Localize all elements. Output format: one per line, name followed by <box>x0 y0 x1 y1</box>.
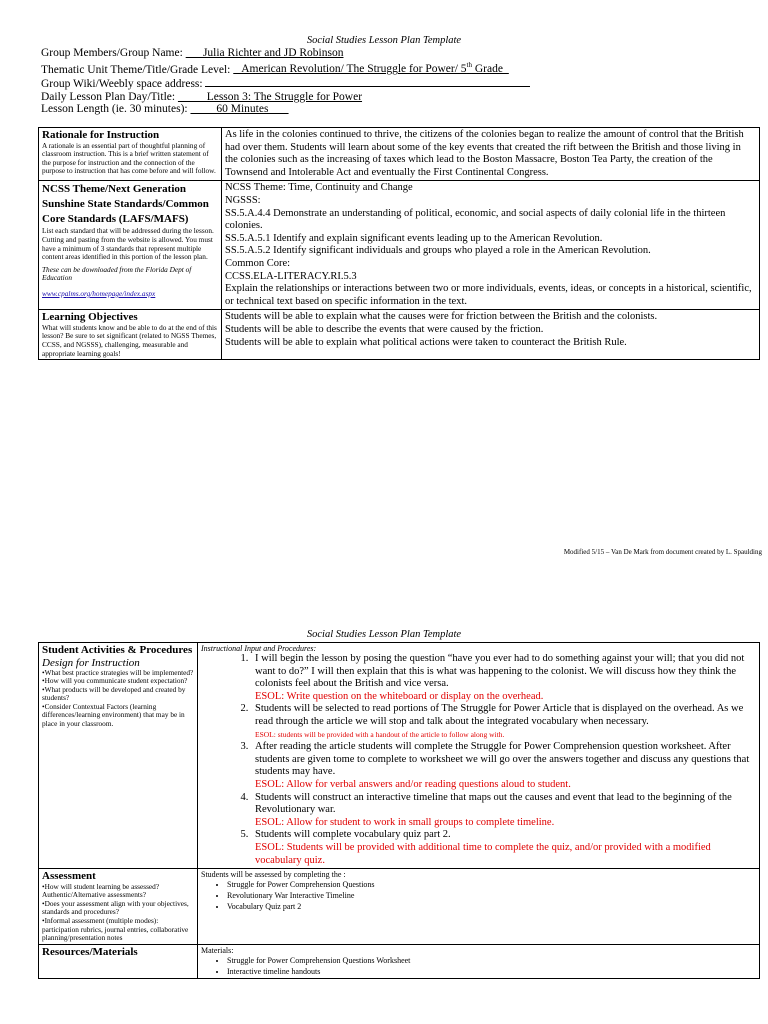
prompt-item: • What best practice strategies will be implemented? <box>42 669 194 678</box>
modified-note: Modified 5/15 – Van De Mark from document created by L. Spaulding <box>563 548 762 556</box>
prompt-item: • Does your assessment align with your objectives, standards and procedures? <box>42 900 194 917</box>
assessment-spacer <box>201 912 756 940</box>
esol-note: ESOL: Allow for student to work in small groups to complete timeline. <box>255 816 555 828</box>
materials-list <box>201 955 756 977</box>
step-text: Students will complete vocabulary quiz part 2. <box>255 829 451 841</box>
materials-intro: Materials: <box>201 945 234 955</box>
step-text: Students will construct an interactive timeline that maps out the causes and event that lead to the beginning of the Revolutionary war. <box>255 791 732 816</box>
assessment-item: • Struggle for Power Comprehension Questions <box>227 879 756 890</box>
step-text: I will begin the lesson by posing the question “have you ever had to do something against your will; that you did not want to do?” I will then explain that this is what was happening to the colonist. We will discuss how they think the colonists feel about the British and vice versa. <box>255 653 745 690</box>
esol-note: ESOL: Students will be provided with additional time to complete the quiz, and/or provided with a modified vocabulary quiz. <box>255 841 711 866</box>
lesson-plan-table-1 <box>38 127 760 360</box>
objective-line: Students will be able to describe the events that were caused by the friction. <box>225 323 544 335</box>
ncss-label-cell <box>39 181 222 310</box>
ncss-content <box>222 181 760 310</box>
assessment-item: • Vocabulary Quiz part 2 <box>227 901 756 912</box>
resources-content <box>198 944 760 978</box>
esol-note: ESOL: students will be provided with a handout of the article to follow along with. <box>255 729 505 739</box>
activities-row <box>39 643 760 869</box>
resources-label-cell <box>39 944 198 978</box>
step-text: After reading the article students will complete the Struggle for Power Comprehension question worksheet. After students are given tome to complete to worksheet we will go over the answers together and discuss any questions that students may have. <box>255 741 750 778</box>
theme-row <box>41 60 741 76</box>
objectives-desc: What will students know and be able to do at the end of this lesson? Be sure to set significant (related to NGSS Themes, CCSS, and NGSSS), challenging, measurable and appropriate learning goals! <box>42 322 217 358</box>
rationale-desc: A rationale is an essential part of thoughtful planning of classroom instruction. This is a brief written statement of the purpose for instruction and the connection of the purpose to instruction that has come before and will follow. <box>42 140 216 176</box>
design-subheading: Design for Instruction <box>42 656 140 669</box>
wiki-label: Group Wiki/Weebly space address: <box>41 78 203 91</box>
ncss-line: SS.5.A.5.1 Identify and explain significant events leading up to the American Revolution. <box>225 232 603 244</box>
resources-row <box>39 944 760 978</box>
ncss-line: SS.5.A.5.2 Identify significant individuals and groups who played a role in the American Revolution. <box>225 245 651 257</box>
ncss-source: These can be downloaded from the Florida Dept of Education <box>42 264 192 283</box>
theme-value: American Revolution/ The Struggle for Power/ 5 <box>233 63 467 76</box>
theme-tail: Grade_ <box>471 63 509 76</box>
esol-note: ESOL: Allow for verbal answers and/or reading questions aloud to student. <box>255 778 571 790</box>
ncss-line: Common Core: <box>225 257 291 269</box>
prompt-item: • Consider Contextual Factors (learning differences/learning environment) that may be in place in your classroom. <box>42 703 194 729</box>
group-members-row <box>41 47 741 60</box>
group-value: Julia Richter and JD Robinson <box>185 47 344 59</box>
assessment-prompts <box>42 883 194 943</box>
ncss-line: Explain the relationships or interactions between two or more individuals, events, ideas, or concepts in a historical, scientific, or technical text based on specific information in the text. <box>225 283 752 307</box>
step-text: Students will be selected to read portions of The Struggle for Power Article that is displayed on the overhead. As we read through the article we will stop and talk about the integrated vocabulary when necessary. <box>255 703 744 727</box>
ncss-row <box>39 181 760 310</box>
assessment-list <box>201 879 756 912</box>
objective-line: Students will be able to explain what political actions were taken to counteract the British Rule. <box>225 336 627 348</box>
ncss-heading: NCSS Theme/Next Generation Sunshine State Standards/Common Core Standards (LAFS/MAFS) <box>42 183 209 226</box>
assessment-row <box>39 869 760 945</box>
daily-row <box>41 91 741 104</box>
procedure-steps <box>201 653 756 867</box>
esol-note: ESOL: Write question on the whiteboard or display on the overhead. <box>255 690 544 702</box>
ncss-desc: List each standard that will be addressed during the lesson. Cutting and pasting from the website is allowed. You must have a minimum of 3 standards that represent multiple content areas identified in this portion of the lesson plan. <box>42 226 214 262</box>
page-title: Social Studies Lesson Plan Template <box>306 35 462 46</box>
rationale-heading: Rationale for Instruction <box>42 129 160 141</box>
resources-heading: Resources/Materials <box>42 945 138 958</box>
procedure-step <box>251 829 756 867</box>
group-label: Group Members/Group Name: <box>41 47 183 59</box>
page-title: Social Studies Lesson Plan Template <box>306 629 462 640</box>
procedure-step <box>251 792 756 830</box>
rationale-label-cell <box>39 128 222 181</box>
rationale-content: As life in the colonies continued to thrive, the citizens of the colonies began to realize the amount of control that the British had over them. Students will learn about some of the key events that created the rift between the British and those living in the colonies such as the increasing of taxes which lead to the Boston Massacre, Boston Tea Party, the creation of the Townsend and Intolerable Act and eventually the First Continental Congress. <box>222 128 760 181</box>
daily-label: Daily Lesson Plan Day/Title: <box>41 90 176 103</box>
assessment-content <box>198 869 760 945</box>
procedure-step <box>251 741 756 791</box>
daily-value: Lesson 3: The Struggle for Power <box>177 90 363 103</box>
prompt-item: • What products will be developed and created by students? <box>42 686 194 703</box>
ncss-line: NCSS Theme: Time, Continuity and Change <box>225 182 413 194</box>
cpalms-link[interactable]: www.cpalms.org/homepage/index.aspx <box>42 288 156 298</box>
length-row <box>41 103 741 116</box>
materials-item: • Struggle for Power Comprehension Questions Worksheet <box>227 955 756 966</box>
wiki-blank <box>205 76 530 87</box>
lesson-plan-page-2 <box>0 580 768 1024</box>
procedure-step <box>251 653 756 703</box>
rationale-row <box>39 128 760 181</box>
prompt-item: • How will you communicate student expectation? <box>42 677 194 686</box>
activities-label-cell <box>39 643 198 869</box>
length-value: 60 Minutes <box>190 103 289 116</box>
assessment-item: • Revolutionary War Interactive Timeline <box>227 890 756 901</box>
objectives-row <box>39 310 760 360</box>
objectives-label-cell <box>39 310 222 360</box>
activities-heading: Student Activities & Procedures <box>42 644 193 656</box>
activities-prompts <box>42 669 194 729</box>
objectives-content <box>222 310 760 360</box>
ncss-line: CCSS.ELA-LITERACY.RI.5.3 <box>225 270 357 282</box>
assessment-heading: Assessment <box>42 870 96 883</box>
length-label: Lesson Length (ie. 30 minutes): <box>41 103 188 116</box>
materials-item: • Interactive timeline handouts <box>227 966 756 977</box>
ncss-line: SS.5.A.4.4 Demonstrate an understanding of political, economic, and social aspects of daily colonial life in the thirteen colonies. <box>225 207 726 232</box>
lesson-plan-table-2 <box>38 642 760 979</box>
activities-content <box>198 643 760 869</box>
ncss-line: NGSSS: <box>225 194 261 206</box>
theme-label: Thematic Unit Theme/Title/Grade Level: <box>41 63 231 76</box>
assessment-label-cell <box>39 869 198 945</box>
wiki-row <box>41 76 741 91</box>
procedure-step <box>251 703 756 741</box>
prompt-item: • How will student learning be assessed? Authentic/Alternative assessments? <box>42 883 194 900</box>
theme-value-wrap <box>233 63 508 75</box>
theme-sup: th <box>466 61 472 70</box>
objectives-heading: Learning Objectives <box>42 311 138 324</box>
objective-line: Students will be able to explain what the causes were for friction between the British and the colonists. <box>225 311 658 323</box>
instructional-input-title: Instructional Input and Procedures: <box>201 644 317 653</box>
prompt-item: • Informal assessment (multiple modes): participation rubrics, journal entries, collaborative planning/presentation notes <box>42 917 194 943</box>
assessment-intro: Students will be assessed by completing the : <box>201 870 346 880</box>
header-fields <box>41 47 741 116</box>
